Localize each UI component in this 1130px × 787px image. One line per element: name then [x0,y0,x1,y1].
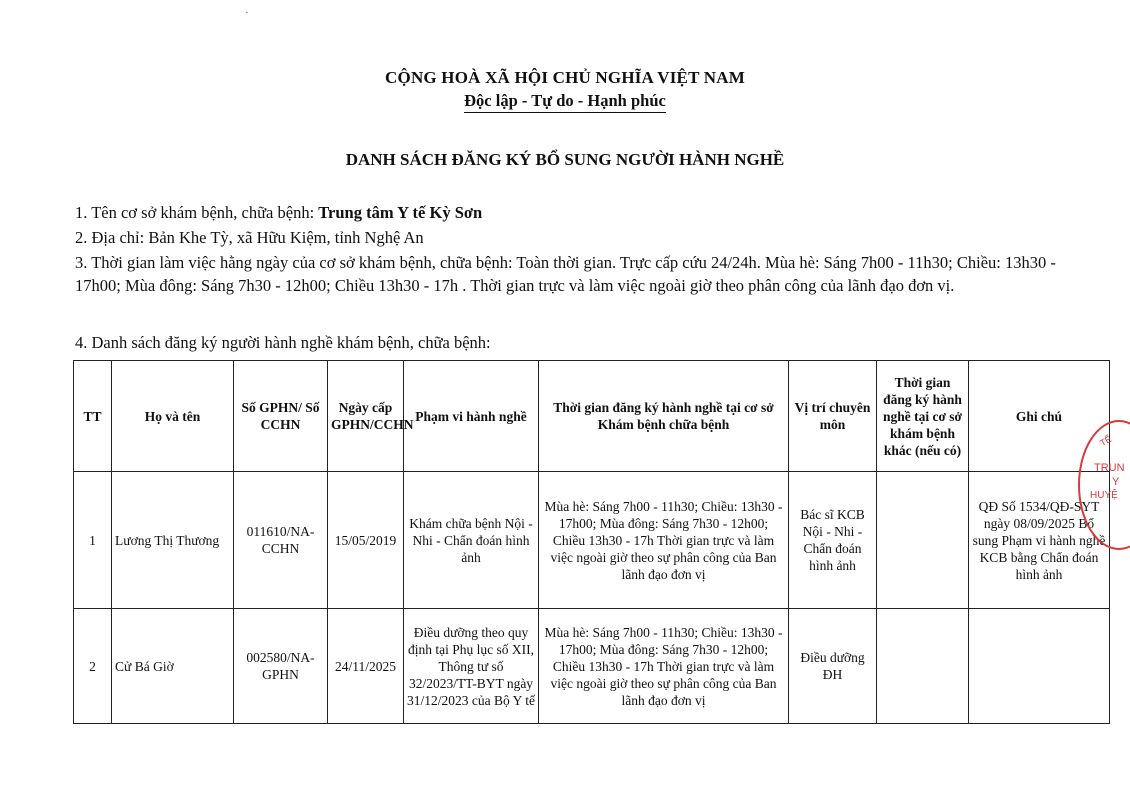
header-name: Họ và tên [112,361,234,472]
info-item-facility [75,201,1085,224]
cell-note [969,609,1110,724]
cell-position: Điều dưỡng ĐH [789,609,877,724]
seal-text-1: TRUN [1094,462,1125,474]
cell-name: Lương Thị Thương [112,472,234,609]
info-item-address: 2. Địa chỉ: Bản Khe Tỳ, xã Hữu Kiệm, tỉnh Nghệ An [75,228,424,247]
table-header-row [74,361,1110,472]
cell-note: QĐ Số 1534/QĐ-SYT ngày 08/09/2025 Bổ sung Phạm vi hành nghề KCB bằng Chẩn đoán hình ảnh [969,472,1110,609]
header-license: Số GPHN/ Số CCHN [234,361,328,472]
table-row [74,609,1110,724]
national-title: CỘNG HOÀ XÃ HỘI CHỦ NGHĨA VIỆT NAM [385,68,745,87]
cell-scope: Khám chữa bệnh Nội - Nhi - Chẩn đoán hình ảnh [404,472,539,609]
header-position: Vị trí chuyên môn [789,361,877,472]
cell-position: Bác sĩ KCB Nội - Nhi - Chẩn đoán hình ảnh [789,472,877,609]
cell-date: 15/05/2019 [328,472,404,609]
cell-license: 011610/NA-CCHN [234,472,328,609]
cell-date: 24/11/2025 [328,609,404,724]
cell-other-time [877,609,969,724]
info-item-working-hours: 3. Thời gian làm việc hằng ngày của cơ sở khám bệnh, chữa bệnh: Toàn thời gian. Trực cấp cứu 24/24h. Mùa hè: Sáng 7h00 - 11h30; Chiều: 13h30 - 17h00; Mùa đông: Sáng 7h30 - 12h00; Chiều 13h30 - 17h . Thời gian trực và làm việc ngoài giờ theo phân công của lãnh đạo đơn vị. [75,253,1056,295]
cell-time: Mùa hè: Sáng 7h00 - 11h30; Chiều: 13h30 - 17h00; Mùa đông: Sáng 7h30 - 12h00; Chiều 13h30 - 17h Thời gian trực và làm việc ngoài giờ theo sự phân công của Ban lãnh đạo đơn vị [539,472,789,609]
cell-name: Cử Bá Giờ [112,609,234,724]
scan-speck: ˙ [245,10,249,22]
seal-text-3: HUYỆ [1090,490,1118,501]
header-scope: Phạm vi hành nghề [404,361,539,472]
info-item-practitioner-list: 4. Danh sách đăng ký người hành nghề khám bệnh, chữa bệnh: [75,333,491,352]
facility-name: Trung tâm Y tế Kỳ Sơn [318,203,483,222]
header-other-time: Thời gian đăng ký hành nghề tại cơ sở khám bệnh khác (nếu có) [877,361,969,472]
header-tt: TT [74,361,112,472]
cell-tt: 1 [74,472,112,609]
seal-text-top: TẾ [1098,433,1114,449]
cell-time: Mùa hè: Sáng 7h00 - 11h30; Chiều: 13h30 - 17h00; Mùa đông: Sáng 7h30 - 12h00; Chiều 13h30 - 17h Thời gian trực và làm việc ngoài giờ theo sự phân công của Ban lãnh đạo đơn vị [539,609,789,724]
practitioner-table [73,360,1110,724]
header-time: Thời gian đăng ký hành nghề tại cơ sở Khám bệnh chữa bệnh [539,361,789,472]
seal-text-2: Y [1112,476,1120,488]
cell-other-time [877,472,969,609]
cell-tt: 2 [74,609,112,724]
table-row [74,472,1110,609]
header-date: Ngày cấp GPHN/CCHN [328,361,404,472]
document-title: DANH SÁCH ĐĂNG KÝ BỔ SUNG NGƯỜI HÀNH NGHỀ [345,150,785,169]
facility-label: 1. Tên cơ sở khám bệnh, chữa bệnh: [75,203,319,222]
cell-scope: Điều dưỡng theo quy định tại Phụ lục số XII, Thông tư số 32/2023/TT-BYT ngày 31/12/2023 của Bộ Y tế [404,609,539,724]
motto-text: Độc lập - Tự do - Hạnh phúc [464,91,666,113]
national-motto [0,91,1130,111]
cell-license: 002580/NA-GPHN [234,609,328,724]
header-note: Ghi chú [969,361,1110,472]
